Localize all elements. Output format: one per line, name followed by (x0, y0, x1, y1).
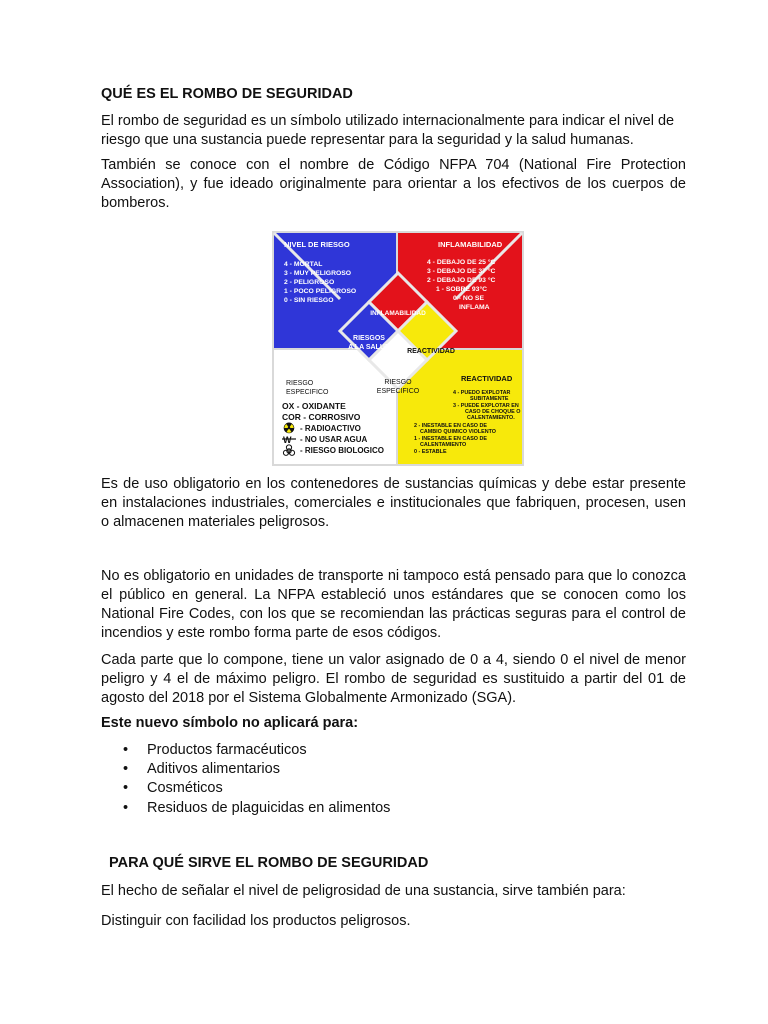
red-item: 2 - DEBAJO DE 93 °C (427, 277, 496, 284)
blue-item: 0 - SIN RIESGO (284, 297, 334, 304)
diamond-bottom-label-1: RIESGO (384, 379, 412, 386)
yellow-item: 1 - INESTABLE EN CASO DE (414, 436, 487, 442)
diamond-bottom-label-2: ESPECIFICO (376, 388, 420, 395)
red-item: 4 - DEBAJO DE 25 °C (427, 259, 496, 266)
list-item: • Cosméticos (101, 779, 390, 798)
diamond-top-label: INFLAMABILIDAD (370, 310, 426, 317)
red-item: 1 - SOBRE 93°C (436, 286, 488, 293)
white-symbol-item: - NO USAR AGUA (300, 435, 368, 444)
radioactive-icon (284, 423, 294, 434)
paragraph-valores: Cada parte que lo compone, tiene un valor asignado de 0 a 4, siendo 0 el nivel de menor peligro y 4 el de máximo peligro. El rombo de seguridad es sustituido a partir del 01 de agosto del 2018 por el Sistema Globalmente Armonizado (SGA). (101, 652, 686, 706)
white-item: COR - CORROSIVO (282, 412, 361, 422)
diamond-left-label-2: A LA SALUD (348, 344, 390, 351)
paragraph-distinguir: Distinguir con facilidad los productos peligrosos. (101, 913, 411, 929)
red-item: INFLAMA (459, 304, 490, 311)
blue-item: 4 - MORTAL (284, 261, 323, 268)
blue-item: 2 - PELIGROSO (284, 279, 335, 286)
white-title-1: RIESGO (286, 380, 314, 387)
blue-item: 3 - MUY PELIGROSO (284, 270, 352, 277)
yellow-title: REACTIVIDAD (461, 374, 513, 383)
list-item: • Residuos de plaguicidas en alimentos (101, 799, 390, 818)
yellow-item: CASO DE CHOQUE O (465, 409, 521, 415)
red-item: 0 - NO SE (453, 295, 484, 302)
red-title: INFLAMABILIDAD (438, 240, 503, 249)
white-title-2: ESPECIFICO (286, 389, 329, 396)
white-symbol-item: - RADIOACTIVO (300, 424, 361, 433)
blue-item: 1 - POCO PELIGROSO (284, 288, 357, 295)
yellow-item: 4 - PUEDO EXPLOTAR (453, 390, 511, 396)
heading-para-que-sirve: PARA QUÉ SIRVE EL ROMBO DE SEGURIDAD (109, 855, 429, 871)
paragraph-intro: El rombo de seguridad es un símbolo utilizado internacionalmente para indicar el nivel de riesgo que una sustancia puede representar para la seguridad y la salud humanas. (101, 113, 675, 148)
rombo-de-seguridad-figure (272, 231, 524, 466)
blue-title: NIVEL DE RIESGO (284, 240, 350, 249)
paragraph-nfpa: También se conoce con el nombre de Código NFPA 704 (National Fire Protection Association), y fue ideado originalmente para orientar a los efectivos de los cuerpos de bomberos. (101, 157, 686, 211)
white-item: OX - OXIDANTE (282, 401, 346, 411)
paragraph-no-obligatorio: No es obligatorio en unidades de transporte ni tampoco está pensado para que lo conozca el público en general. La NFPA estableció unos estándares que se conocen como los National Fire Codes, con los que se recomiendan las prácticas seguras para el control de incendios y este rombo forma parte de esos códigos. (101, 568, 686, 641)
diamond-right-label: REACTIVIDAD (407, 348, 455, 355)
white-symbol-item: - RIESGO BIOLOGICO (300, 446, 385, 455)
paragraph-obligatorio: Es de uso obligatorio en los contenedores de sustancias químicas y debe estar presente en instalaciones industriales, comerciales e institucionales que fabriquen, procesen, usen o almacenen materiales peligrosos. (101, 476, 686, 530)
yellow-item: CAMBIO QUIMICO VIOLENTO (420, 429, 496, 435)
yellow-item: 0 - ESTABLE (414, 449, 447, 455)
svg-text:W: W (283, 435, 292, 445)
bold-line-no-aplicara: Este nuevo símbolo no aplicará para: (101, 715, 359, 731)
list-item: • Aditivos alimentarios (101, 760, 390, 779)
yellow-item: 2 - INESTABLE EN CASO DE (414, 423, 487, 429)
list-item: • Productos farmacéuticos (101, 741, 390, 760)
yellow-item: 3 - PUEDE EXPLOTAR EN (453, 403, 519, 409)
red-item: 3 - DEBAJO DE 37 °C (427, 268, 496, 275)
heading-que-es: QUÉ ES EL ROMBO DE SEGURIDAD (101, 86, 353, 102)
diamond-left-label-1: RIESGOS (353, 335, 385, 342)
paragraph-senalar: El hecho de señalar el nivel de peligrosidad de una sustancia, sirve también para: (101, 883, 626, 899)
exclusions-list (101, 741, 390, 818)
yellow-item: SUBITAMENTE (470, 396, 509, 402)
yellow-item: CALENTAMIENTO (420, 442, 467, 448)
yellow-item: CALENTAMIENTO. (467, 415, 515, 421)
